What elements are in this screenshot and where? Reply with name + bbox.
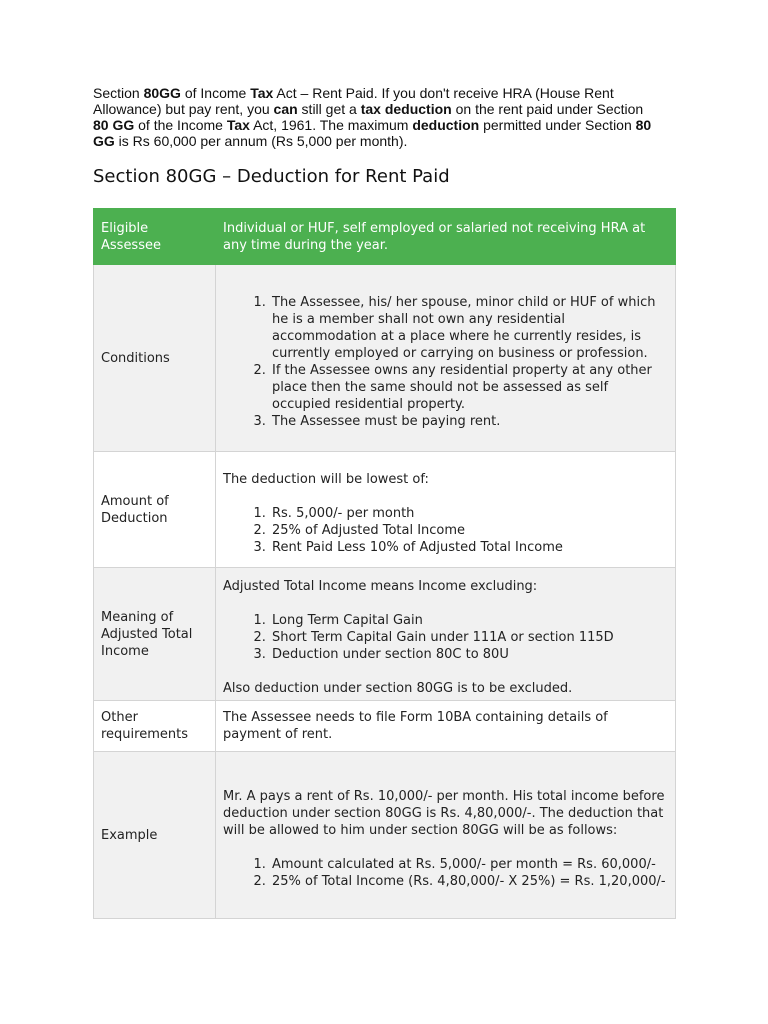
row-label: Amount of Deduction (94, 452, 216, 568)
row-value (216, 752, 676, 919)
list-item: 2. Short Term Capital Gain under 111A or section 115D (270, 629, 668, 646)
list-item: 3. The Assessee must be paying rent. (270, 413, 668, 430)
amount-intro: The deduction will be lowest of: (223, 471, 429, 487)
list-item: 1. Long Term Capital Gain (270, 612, 668, 629)
list-item: 2. If the Assessee owns any residential property at any other place then the same should not be assessed as self occupied residential property. (270, 362, 668, 413)
row-value (216, 452, 676, 568)
intro-text: of Income (180, 85, 251, 101)
list-item: 1. Rs. 5,000/- per month (270, 505, 668, 522)
row-value (216, 265, 676, 452)
intro-text: is Rs 60,000 per annum (Rs 5,000 per month). (114, 133, 408, 149)
row-label: Other requirements (94, 701, 216, 752)
amount-list (223, 505, 668, 556)
row-label: Conditions (94, 265, 216, 452)
intro-text: on the rent paid under Section (451, 101, 644, 117)
meaning-note: Also deduction under section 80GG is to be excluded. (223, 681, 573, 696)
row-value (216, 568, 676, 701)
intro-bold: 80 GG (93, 117, 652, 149)
intro-text: permitted under Section (479, 117, 636, 133)
intro-bold: tax deduction (360, 101, 452, 117)
conditions-list (223, 294, 668, 430)
table-row-conditions (94, 265, 676, 452)
section-heading: Section 80GG – Deduction for Rent Paid (93, 166, 450, 187)
intro-bold: Tax (250, 85, 274, 101)
intro-paragraph (93, 85, 658, 149)
intro-bold: 80GG (143, 85, 181, 101)
table-row-example (94, 752, 676, 919)
example-intro: Mr. A pays a rent of Rs. 10,000/- per month. His total income before deduction under section 80GG is Rs. 4,80,000/-. The deduction that will be allowed to him under section 80GG will be as follows: (223, 788, 665, 838)
list-item: 2. 25% of Total Income (Rs. 4,80,000/- X 25%) = Rs. 1,20,000/- (270, 873, 668, 890)
row-value: Individual or HUF, self employed or salaried not receiving HRA at any time during the year. (216, 209, 676, 265)
intro-text: of the Income (134, 117, 227, 133)
list-item: 2. 25% of Adjusted Total Income (270, 522, 668, 539)
table-row-eligible (94, 209, 676, 265)
list-item: 1. Amount calculated at Rs. 5,000/- per month = Rs. 60,000/- (270, 856, 668, 873)
list-item: 3. Rent Paid Less 10% of Adjusted Total Income (270, 539, 668, 556)
meaning-intro: Adjusted Total Income means Income excluding: (223, 579, 538, 594)
intro-bold: deduction (412, 117, 480, 133)
intro-bold: 80 GG (93, 117, 135, 133)
table-row-meaning (94, 568, 676, 701)
intro-text: Act – Rent Paid. If you don't receive HRA (House Rent Allowance) but pay rent, you (93, 85, 614, 117)
intro-bold: Tax (226, 117, 250, 133)
row-label: Example (94, 752, 216, 919)
list-item: 3. Deduction under section 80C to 80U (270, 646, 668, 663)
meaning-list (223, 612, 668, 663)
list-item: 1. The Assessee, his/ her spouse, minor child or HUF of which he is a member shall not own any residential accommodation at a place where he currently resides, is currently employed or carrying on business or profession. (270, 294, 668, 362)
deduction-table (93, 208, 676, 919)
row-value: The Assessee needs to file Form 10BA containing details of payment of rent. (216, 701, 676, 752)
table-row-amount (94, 452, 676, 568)
intro-text: Section (93, 85, 144, 101)
intro-bold: can (273, 101, 298, 117)
table-row-other (94, 701, 676, 752)
intro-text: still get a (297, 101, 361, 117)
row-label: Meaning of Adjusted Total Income (94, 568, 216, 701)
row-label: Eligible Assessee (94, 209, 216, 265)
intro-text: Act, 1961. The maximum (249, 117, 413, 133)
example-list (223, 856, 668, 890)
